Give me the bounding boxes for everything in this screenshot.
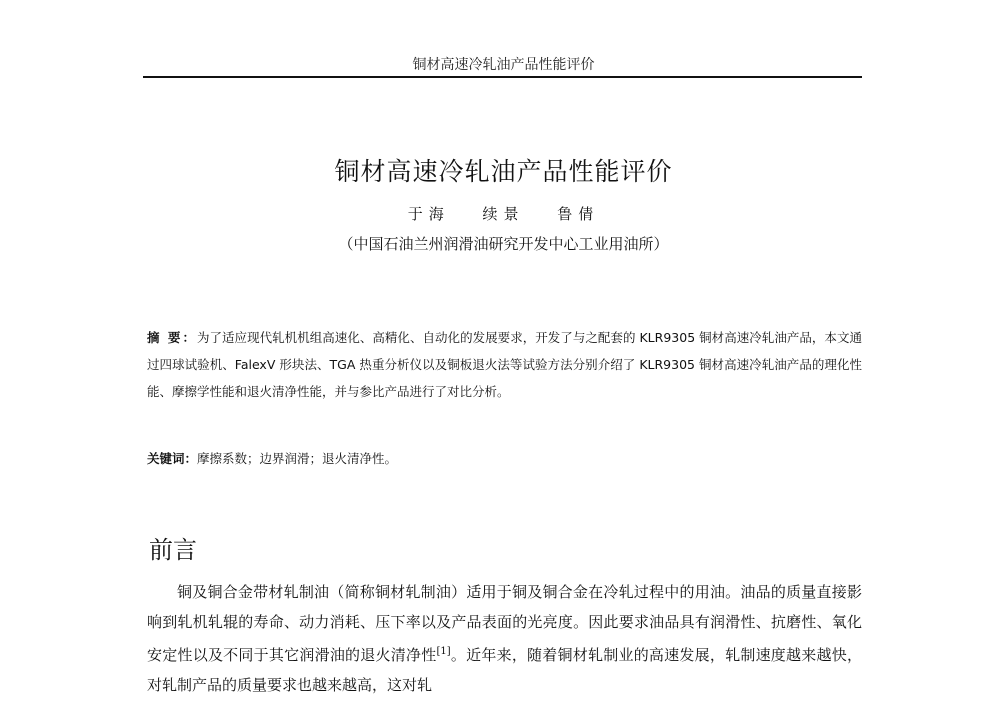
body-text-part2: 。近年来，随着铜材轧制业的高速发展，轧制速度越来越快，对轧制产品的质量要求也越来越高，这对轧	[147, 646, 862, 694]
section-heading: 前言	[149, 536, 197, 564]
citation-ref: [1]	[436, 646, 451, 657]
body-paragraph	[147, 578, 862, 700]
keywords-text: 摩擦系数；边界润滑；退火清净性。	[197, 451, 398, 466]
abstract	[147, 324, 862, 405]
paper-title: 铜材高速冷轧油产品性能评价	[334, 157, 673, 186]
authors: 于海 续景 鲁倩	[407, 205, 600, 223]
keywords-label: 关键词：	[147, 451, 198, 466]
body-text-part1: 铜及铜合金带材轧制油（简称铜材轧制油）适用于铜及铜合金在冷轧过程中的用油。油品的质量直接影响到轧机轧辊的寿命、动力消耗、压下率以及产品表面的光亮度。因此要求油品具有润滑性、抗磨性、氧化安定性以及不同于其它润滑油的退火清净性	[147, 583, 862, 664]
affiliation: （中国石油兰州润滑油研究开发中心工业用油所）	[338, 235, 669, 253]
abstract-label: 摘 要：	[147, 330, 197, 345]
running-header: 铜材高速冷轧油产品性能评价	[412, 57, 595, 73]
keywords	[147, 449, 862, 467]
header-rule	[143, 76, 862, 78]
abstract-text: 为了适应现代轧机机组高速化、高精化、自动化的发展要求，开发了与之配套的 KLR9305 铜材高速冷轧油产品，本文通过四球试验机、FalexV 形块法、TGA 热重分析仪以及铜板退火法等试验方法分别介绍了 KLR9305 铜材高速冷轧油产品的理化性能、摩擦学性能和退火清净性能，并与参比产品进行了对比分析。	[147, 330, 862, 399]
